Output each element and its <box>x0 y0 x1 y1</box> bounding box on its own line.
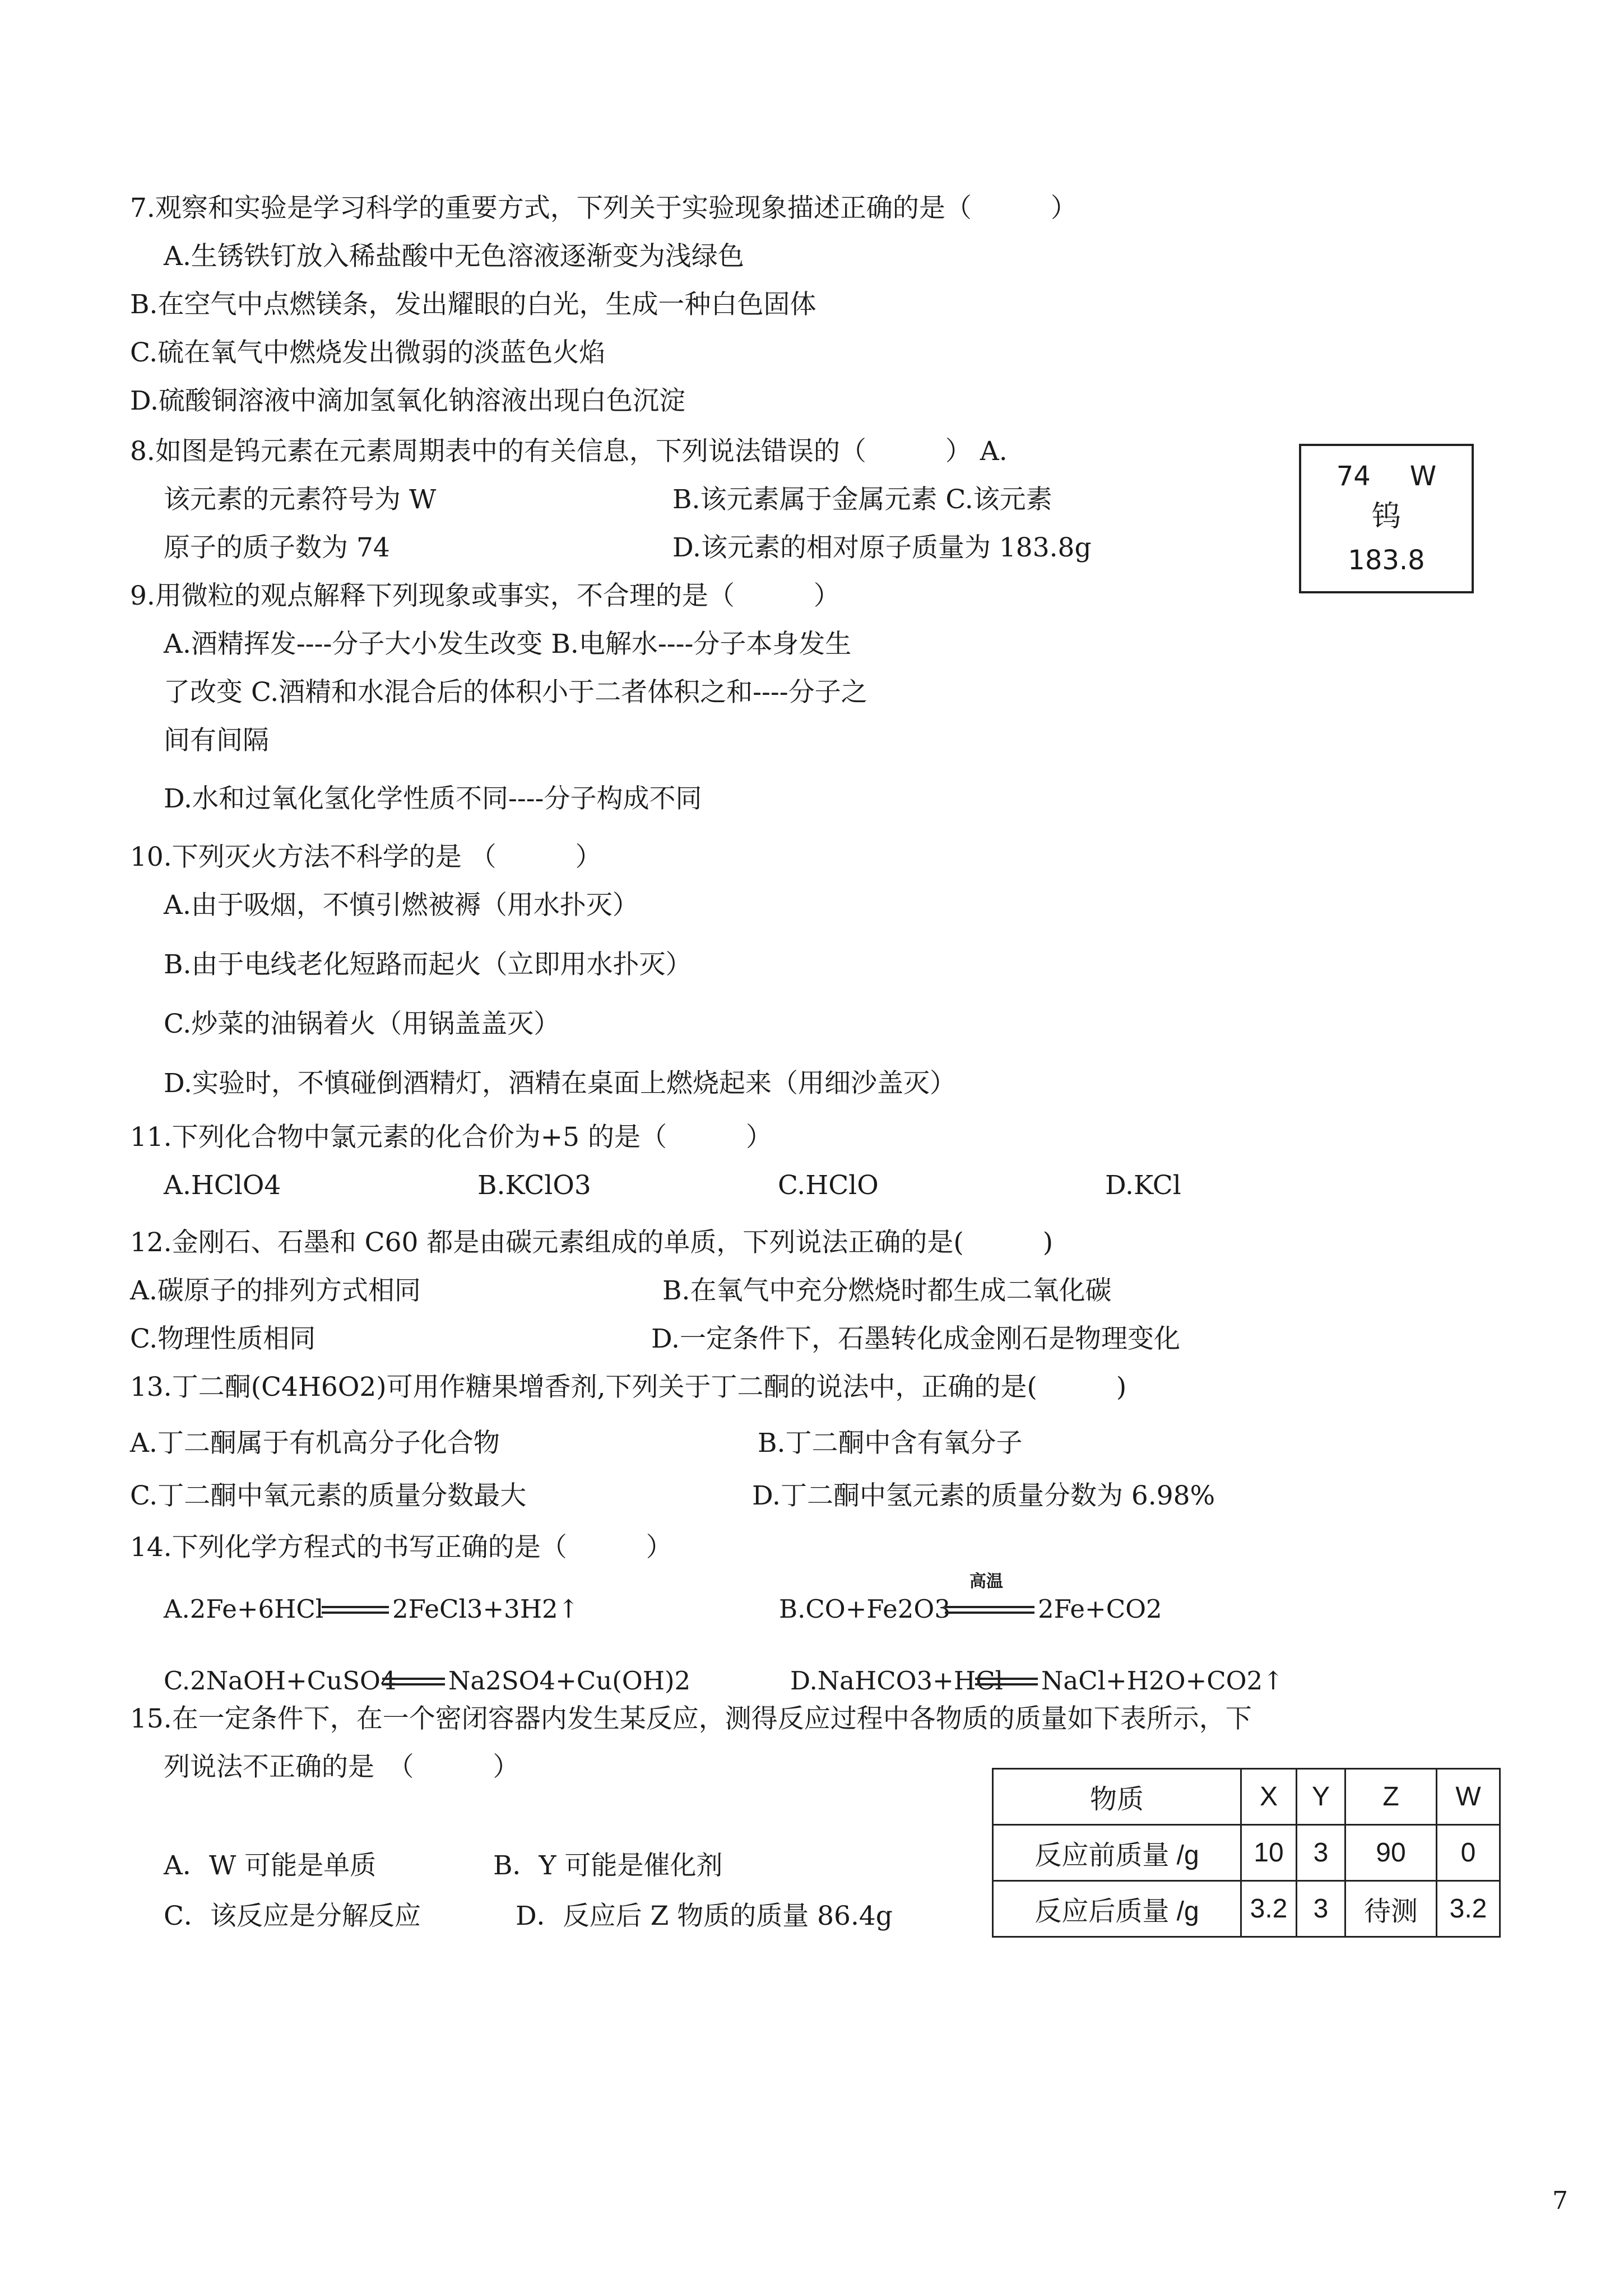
table-header-cell: X <box>1241 1769 1297 1825</box>
q14-stem: 14.下列化学方程式的书写正确的是（ ） <box>130 1532 672 1563</box>
q13-option-a: A.丁二酮属于有机高分子化合物 <box>130 1428 500 1459</box>
q14-c-reactants: C.2NaOH+CuSO4 <box>164 1666 397 1696</box>
table-header-cell: 物质 <box>993 1769 1241 1825</box>
q8-line2a: 该元素的元素符号为 W <box>164 484 437 515</box>
table-cell: 反应前质量 /g <box>993 1825 1241 1881</box>
q15-option-b: B．Y 可能是催化剂 <box>493 1850 723 1881</box>
q14-b-equals-sign <box>945 1606 1034 1614</box>
q7-option-d: D.硫酸铜溶液中滴加氢氧化钠溶液出现白色沉淀 <box>130 386 685 416</box>
table-row <box>993 1825 1500 1881</box>
q14-d-reactants: D.NaHCO3+HCl <box>790 1666 1003 1696</box>
q10-option-b: B.由于电线老化短路而起火（立即用水扑灭） <box>164 949 692 980</box>
q12-option-b: B.在氧气中充分燃烧时都生成二氧化碳 <box>662 1275 1112 1306</box>
q14-d-equals-sign <box>975 1678 1038 1685</box>
table-row <box>993 1881 1500 1937</box>
table-cell: 3.2 <box>1437 1881 1500 1937</box>
q11-option-c: C.HClO <box>778 1170 879 1201</box>
table-cell: 3.2 <box>1241 1881 1297 1937</box>
q13-option-c: C.丁二酮中氧元素的质量分数最大 <box>130 1480 527 1511</box>
q14-d-products: NaCl+H2O+CO2↑ <box>1041 1666 1284 1696</box>
q9-stem: 9.用微粒的观点解释下列现象或事实，不合理的是（ ） <box>130 581 840 611</box>
q11-stem: 11.下列化合物中氯元素的化合价为+5 的是（ ） <box>130 1122 772 1153</box>
q14-c-equals-sign <box>382 1678 445 1685</box>
table-header-cell: Z <box>1345 1769 1437 1825</box>
table-header-cell: W <box>1437 1769 1500 1825</box>
element-number: 74 <box>1336 461 1371 492</box>
q9-option-d: D.水和过氧化氢化学性质不同----分子构成不同 <box>164 783 702 814</box>
element-name: 钨 <box>1371 500 1401 533</box>
q8-stem: 8.如图是钨元素在元素周期表中的有关信息，下列说法错误的（ ） A. <box>130 436 1008 467</box>
q14-b-condition: 高温 <box>969 1572 1003 1591</box>
q12-stem: 12.金刚石、石墨和 C60 都是由碳元素组成的单质，下列说法正确的是( ) <box>130 1227 1054 1258</box>
table-cell: 10 <box>1241 1825 1297 1881</box>
q10-option-a: A.由于吸烟，不慎引燃被褥（用水扑灭） <box>164 890 639 921</box>
q14-c-products: Na2SO4+Cu(OH)2 <box>448 1666 691 1696</box>
element-number-symbol <box>1301 459 1472 493</box>
q8-line2b: B.该元素属于金属元素 C.该元素 <box>672 484 1052 515</box>
q11-option-b: B.KClO3 <box>477 1170 591 1201</box>
q10-option-d: D.实验时，不慎碰倒酒精灯，酒精在桌面上燃烧起来（用细沙盖灭） <box>164 1068 956 1099</box>
element-mass: 183.8 <box>1348 545 1425 576</box>
q15-option-d: D．反应后 Z 物质的质量 86.4g <box>516 1901 893 1931</box>
q11-option-d: D.KCl <box>1105 1170 1181 1201</box>
table-cell: 3 <box>1297 1881 1345 1937</box>
q14-b-reactants: B.CO+Fe2O3 <box>779 1594 950 1624</box>
q12-option-d: D.一定条件下，石墨转化成金刚石是物理变化 <box>651 1324 1180 1354</box>
q15-stem-line1: 15.在一定条件下，在一个密闭容器内发生某反应，测得反应过程中各物质的质量如下表所示，下 <box>130 1703 1252 1734</box>
page-number: 7 <box>1552 2186 1568 2215</box>
q14-a-products: 2FeCl3+3H2↑ <box>392 1594 579 1624</box>
q14-b-products: 2Fe+CO2 <box>1038 1594 1162 1624</box>
q8-line3b: D.该元素的相对原子质量为 183.8g <box>672 532 1092 563</box>
q15-option-a: A．W 可能是单质 <box>164 1850 377 1881</box>
q12-option-a: A.碳原子的排列方式相同 <box>130 1275 421 1306</box>
q9-line1: A.酒精挥发----分子大小发生改变 B.电解水----分子本身发生 <box>164 629 852 660</box>
q9-line3: 间有间隔 <box>164 725 269 756</box>
q15-option-c: C．该反应是分解反应 <box>164 1901 421 1931</box>
mass-table <box>992 1768 1501 1938</box>
q7-option-c: C.硫在氧气中燃烧发出微弱的淡蓝色火焰 <box>130 337 606 368</box>
table-cell: 3 <box>1297 1825 1345 1881</box>
mass-table-header <box>993 1769 1500 1825</box>
q11-option-a: A.HClO4 <box>164 1170 281 1201</box>
element-symbol: W <box>1409 461 1437 492</box>
table-cell: 反应后质量 /g <box>993 1881 1241 1937</box>
q14-a-reactants: A.2Fe+6HCl <box>164 1594 324 1624</box>
q13-option-d: D.丁二酮中氢元素的质量分数为 6.98% <box>752 1480 1215 1511</box>
q7-option-b: B.在空气中点燃镁条，发出耀眼的白光，生成一种白色固体 <box>130 289 816 320</box>
table-cell: 90 <box>1345 1825 1437 1881</box>
q10-option-c: C.炒菜的油锅着火（用锅盖盖灭） <box>164 1009 560 1039</box>
q13-stem: 13.丁二酮(C4H6O2)可用作糖果增香剂,下列关于丁二酮的说法中，正确的是( ) <box>130 1372 1127 1403</box>
q13-option-b: B.丁二酮中含有氧分子 <box>758 1428 1023 1459</box>
table-cell: 待测 <box>1345 1881 1437 1937</box>
q7-stem: 7.观察和实验是学习科学的重要方式，下列关于实验现象描述正确的是（ ） <box>130 193 1077 224</box>
q8-line3a: 原子的质子数为 74 <box>164 532 390 563</box>
q7-option-a: A.生锈铁钉放入稀盐酸中无色溶液逐渐变为浅绿色 <box>164 241 744 272</box>
table-header-cell: Y <box>1297 1769 1345 1825</box>
q12-option-c: C.物理性质相同 <box>130 1324 316 1354</box>
q9-line2: 了改变 C.酒精和水混合后的体积小于二者体积之和----分子之 <box>164 677 867 708</box>
q15-stem-line2: 列说法不正确的是 （ ） <box>164 1752 519 1782</box>
q10-stem: 10.下列灭火方法不科学的是 （ ） <box>130 842 602 872</box>
table-cell: 0 <box>1437 1825 1500 1881</box>
tungsten-element-card <box>1299 444 1474 593</box>
q14-a-equals-sign <box>322 1606 389 1614</box>
